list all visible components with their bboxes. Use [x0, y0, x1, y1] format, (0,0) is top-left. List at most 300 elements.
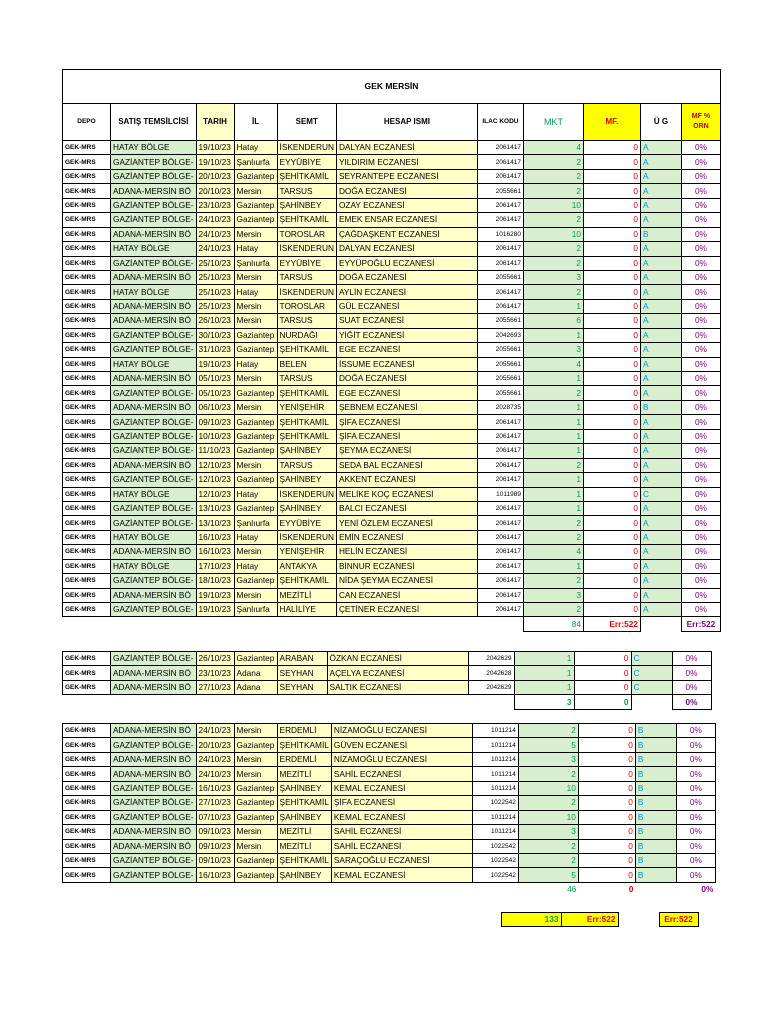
cell-mf: 0 [583, 227, 640, 241]
cell-mf: 0 [578, 724, 635, 738]
cell-depo: GEK-MRS [63, 242, 111, 256]
cell-ug: A [640, 314, 681, 328]
cell-sales-rep: GAZİANTEP BÖLGE- [111, 853, 197, 867]
cell-mf: 0 [574, 666, 631, 680]
table-row [63, 839, 716, 853]
cell-ilac-kodu: 2055661 [477, 184, 523, 198]
cell-il: Hatay [234, 487, 277, 501]
cell-sales-rep: ADANA-MERSİN BÖ [111, 184, 197, 198]
cell-hesap: AYLİN ECZANESİ [336, 285, 477, 299]
cell-mf: 0 [583, 415, 640, 429]
table-row [63, 270, 721, 284]
cell-hesap: CAN ECZANESİ [336, 588, 477, 602]
cell-mkt: 6 [523, 314, 583, 328]
col-header-mf: MF. [583, 104, 640, 141]
sheet-title: GEK MERSİN [63, 70, 721, 104]
cell-date: 23/10/23 [196, 198, 234, 212]
cell-mf-orn: 0% [676, 825, 715, 839]
cell-il: Mersin [234, 752, 277, 766]
cell-depo: GEK-MRS [63, 285, 111, 299]
cell-ug: A [640, 328, 681, 342]
col-header-depo: DEPO [63, 104, 111, 141]
cell-ug: B [635, 853, 676, 867]
cell-mf: 0 [583, 530, 640, 544]
cell-mkt: 1 [523, 473, 583, 487]
cell-ilac-kodu: 2061417 [477, 444, 523, 458]
cell-mkt: 2 [523, 155, 583, 169]
cell-ug: B [635, 796, 676, 810]
cell-date: 25/10/23 [196, 285, 234, 299]
cell-ilac-kodu: 1011214 [472, 825, 518, 839]
cell-il: Adana [234, 666, 277, 680]
cell-il: Mersin [234, 227, 277, 241]
cell-ug: A [640, 574, 681, 588]
cell-sales-rep: ADANA-MERSİN BÖ [111, 839, 197, 853]
cell-date: 12/10/23 [196, 473, 234, 487]
cell-il: Gaziantep [234, 810, 277, 824]
section2-total-mf: 0 [574, 695, 631, 709]
cell-date: 31/10/23 [196, 343, 234, 357]
grand-total-mf: Err:522 [561, 913, 618, 927]
cell-date: 27/10/23 [196, 796, 234, 810]
cell-date: 24/10/23 [196, 767, 234, 781]
cell-sales-rep: ADANA-MERSİN BÖ [111, 588, 197, 602]
cell-date: 16/10/23 [196, 545, 234, 559]
cell-sales-rep: GAZİANTEP BÖLGE- [111, 169, 197, 183]
cell-date: 11/10/23 [196, 444, 234, 458]
cell-ug: A [640, 198, 681, 212]
cell-semt: ŞEHİTKAMİL [277, 343, 336, 357]
cell-date: 25/10/23 [196, 270, 234, 284]
cell-mf-orn: 0% [672, 652, 711, 666]
cell-date: 24/10/23 [196, 213, 234, 227]
cell-ilac-kodu: 1011214 [472, 810, 518, 824]
cell-date: 25/10/23 [196, 256, 234, 270]
cell-mf-orn: 0% [681, 574, 720, 588]
cell-mkt: 2 [523, 242, 583, 256]
table-row [63, 372, 721, 386]
cell-sales-rep: GAZİANTEP BÖLGE- [111, 198, 197, 212]
cell-date: 13/10/23 [196, 501, 234, 515]
cell-mf: 0 [583, 386, 640, 400]
cell-depo: GEK-MRS [63, 270, 111, 284]
cell-hesap: EMEK ENSAR ECZANESİ [336, 213, 477, 227]
cell-mkt: 3 [518, 752, 578, 766]
cell-mkt: 1 [523, 400, 583, 414]
cell-date: 09/10/23 [196, 415, 234, 429]
cell-ug: A [640, 429, 681, 443]
cell-date: 05/10/23 [196, 386, 234, 400]
table-row [63, 752, 716, 766]
cell-ilac-kodu: 2061417 [477, 299, 523, 313]
table-row [63, 853, 716, 867]
cell-ug: C [631, 652, 672, 666]
cell-ug: A [640, 559, 681, 573]
cell-hesap: EYYÜPOĞLU ECZANESİ [336, 256, 477, 270]
cell-sales-rep: GAZİANTEP BÖLGE- [111, 429, 197, 443]
cell-il: Gaziantep [234, 213, 277, 227]
table-row [63, 652, 712, 666]
cell-mf: 0 [583, 400, 640, 414]
cell-mf-orn: 0% [681, 516, 720, 530]
cell-ilac-kodu: 2055661 [477, 270, 523, 284]
cell-date: 19/10/23 [196, 588, 234, 602]
table-row [63, 666, 712, 680]
cell-ilac-kodu: 2042628 [468, 666, 514, 680]
cell-mkt: 1 [523, 559, 583, 573]
cell-mf: 0 [578, 767, 635, 781]
cell-mf: 0 [578, 796, 635, 810]
cell-sales-rep: ADANA-MERSİN BÖ [111, 767, 197, 781]
table-row [63, 400, 721, 414]
cell-hesap: ÖZKAN ECZANESİ [327, 652, 468, 666]
cell-hesap: BİNNUR ECZANESİ [336, 559, 477, 573]
cell-date: 09/10/23 [196, 853, 234, 867]
cell-mf: 0 [583, 141, 640, 155]
cell-depo: GEK-MRS [63, 314, 111, 328]
cell-ug: A [640, 530, 681, 544]
cell-sales-rep: GAZİANTEP BÖLGE- [111, 738, 197, 752]
cell-mkt: 2 [523, 285, 583, 299]
cell-sales-rep: ADANA-MERSİN BÖ [111, 270, 197, 284]
cell-depo: GEK-MRS [63, 328, 111, 342]
table-row [63, 473, 721, 487]
cell-semt: ŞAHİNBEY [277, 810, 331, 824]
cell-date: 05/10/23 [196, 372, 234, 386]
cell-ug: B [635, 839, 676, 853]
table-row [63, 357, 721, 371]
cell-sales-rep: GAZİANTEP BÖLGE- [111, 781, 197, 795]
cell-il: Mersin [234, 839, 277, 853]
cell-sales-rep: GAZİANTEP BÖLGE- [111, 256, 197, 270]
cell-il: Gaziantep [234, 738, 277, 752]
cell-mkt: 2 [523, 386, 583, 400]
cell-date: 26/10/23 [196, 652, 234, 666]
cell-semt: HALİLİYE [277, 603, 336, 617]
cell-semt: İSKENDERUN [277, 141, 336, 155]
cell-il: Gaziantep [234, 473, 277, 487]
cell-date: 07/10/23 [196, 810, 234, 824]
cell-semt: EYYÜBİYE [277, 256, 336, 270]
cell-depo: GEK-MRS [63, 400, 111, 414]
cell-mf-orn: 0% [676, 752, 715, 766]
cell-sales-rep: GAZİANTEP BÖLGE- [111, 810, 197, 824]
cell-hesap: GÜVEN ECZANESİ [331, 738, 472, 752]
cell-mf-orn: 0% [681, 386, 720, 400]
cell-ug: B [635, 724, 676, 738]
cell-depo: GEK-MRS [63, 603, 111, 617]
cell-sales-rep: GAZİANTEP BÖLGE- [111, 328, 197, 342]
cell-mf: 0 [583, 588, 640, 602]
cell-mf-orn: 0% [681, 400, 720, 414]
cell-date: 16/10/23 [196, 868, 234, 882]
cell-mkt: 1 [523, 501, 583, 515]
cell-mf-orn: 0% [681, 415, 720, 429]
cell-mf: 0 [583, 574, 640, 588]
cell-mf: 0 [574, 652, 631, 666]
table-row [63, 314, 721, 328]
cell-hesap: GÜL ECZANESİ [336, 299, 477, 313]
table-row [63, 415, 721, 429]
section3-total-mf: 0 [628, 884, 634, 895]
cell-mkt: 2 [523, 574, 583, 588]
cell-hesap: SARAÇOĞLU ECZANESİ [331, 853, 472, 867]
cell-mf: 0 [583, 343, 640, 357]
cell-semt: TOROSLAR [277, 227, 336, 241]
cell-ug: A [640, 357, 681, 371]
cell-semt: YENİŞEHİR [277, 545, 336, 559]
cell-date: 23/10/23 [196, 666, 234, 680]
cell-depo: GEK-MRS [63, 738, 111, 752]
section3-total-orn: 0% [701, 884, 714, 895]
cell-hesap: DOĞA ECZANESİ [336, 270, 477, 284]
cell-date: 27/10/23 [196, 680, 234, 694]
cell-sales-rep: ADANA-MERSİN BÖ [111, 545, 197, 559]
cell-hesap: SAHİL ECZANESİ [331, 767, 472, 781]
cell-semt: TARSUS [277, 372, 336, 386]
cell-mf: 0 [583, 184, 640, 198]
cell-mf: 0 [583, 559, 640, 573]
table-row [63, 680, 712, 694]
cell-ilac-kodu: 2061417 [477, 242, 523, 256]
cell-date: 24/10/23 [196, 227, 234, 241]
cell-sales-rep: HATAY BÖLGE [111, 559, 197, 573]
cell-il: Hatay [234, 242, 277, 256]
cell-mf-orn: 0% [681, 501, 720, 515]
cell-ilac-kodu: 2055661 [477, 343, 523, 357]
cell-mf-orn: 0% [676, 781, 715, 795]
cell-date: 12/10/23 [196, 487, 234, 501]
cell-ilac-kodu: 2028735 [477, 400, 523, 414]
table-row [63, 868, 716, 882]
table-row [63, 227, 721, 241]
cell-hesap: EGE ECZANESİ [336, 343, 477, 357]
cell-hesap: SEYRANTEPE ECZANESİ [336, 169, 477, 183]
cell-depo: GEK-MRS [63, 825, 111, 839]
cell-mf: 0 [583, 213, 640, 227]
cell-date: 09/10/23 [196, 839, 234, 853]
cell-mf-orn: 0% [681, 227, 720, 241]
cell-ilac-kodu: 1011214 [472, 767, 518, 781]
cell-sales-rep: ADANA-MERSİN BÖ [111, 724, 197, 738]
cell-mf-orn: 0% [676, 796, 715, 810]
cell-il: Gaziantep [234, 169, 277, 183]
cell-il: Mersin [234, 270, 277, 284]
cell-il: Şanlıurfa [234, 155, 277, 169]
cell-semt: ŞEHİTKAMİL [277, 415, 336, 429]
cell-il: Mersin [234, 767, 277, 781]
cell-depo: GEK-MRS [63, 752, 111, 766]
cell-sales-rep: ADANA-MERSİN BÖ [111, 458, 197, 472]
cell-ug: C [640, 487, 681, 501]
cell-date: 19/10/23 [196, 357, 234, 371]
cell-mf-orn: 0% [681, 429, 720, 443]
cell-sales-rep: HATAY BÖLGE [111, 141, 197, 155]
cell-semt: ERDEMLİ [277, 724, 331, 738]
table-row [63, 184, 721, 198]
table-row [63, 285, 721, 299]
table-row [63, 781, 716, 795]
table-row [63, 256, 721, 270]
cell-mf-orn: 0% [681, 169, 720, 183]
cell-ilac-kodu: 2061417 [477, 574, 523, 588]
table-row [63, 213, 721, 227]
cell-depo: GEK-MRS [63, 415, 111, 429]
cell-mkt: 10 [523, 198, 583, 212]
cell-mkt: 2 [523, 458, 583, 472]
cell-mf: 0 [583, 429, 640, 443]
cell-ug: B [635, 781, 676, 795]
cell-il: Gaziantep [234, 444, 277, 458]
cell-date: 24/10/23 [196, 752, 234, 766]
cell-semt: ŞEHİTKAMİL [277, 574, 336, 588]
cell-il: Mersin [234, 458, 277, 472]
section2-total-mkt: 3 [514, 695, 574, 709]
cell-sales-rep: GAZİANTEP BÖLGE- [111, 652, 197, 666]
table-row [63, 343, 721, 357]
cell-semt: EYYÜBİYE [277, 516, 336, 530]
cell-depo: GEK-MRS [63, 198, 111, 212]
cell-hesap: SAHİL ECZANESİ [331, 825, 472, 839]
cell-date: 24/10/23 [196, 724, 234, 738]
cell-hesap: ŞİFA ECZANESİ [336, 415, 477, 429]
cell-ilac-kodu: 2055661 [477, 314, 523, 328]
cell-sales-rep: ADANA-MERSİN BÖ [111, 825, 197, 839]
cell-il: Mersin [234, 724, 277, 738]
table-row [63, 738, 716, 752]
cell-ug: B [635, 767, 676, 781]
table-row [63, 169, 721, 183]
cell-ilac-kodu: 2061417 [477, 458, 523, 472]
cell-mkt: 2 [518, 839, 578, 853]
cell-sales-rep: HATAY BÖLGE [111, 530, 197, 544]
cell-ug: A [640, 386, 681, 400]
table-row [63, 386, 721, 400]
cell-mf: 0 [583, 155, 640, 169]
cell-mkt: 1 [523, 372, 583, 386]
sales-table-section-3 [62, 723, 716, 896]
cell-mf-orn: 0% [681, 256, 720, 270]
cell-depo: GEK-MRS [63, 501, 111, 515]
cell-mf: 0 [583, 603, 640, 617]
col-header-date: TARIH [196, 104, 234, 141]
cell-mf-orn: 0% [681, 545, 720, 559]
cell-mkt: 2 [518, 724, 578, 738]
cell-hesap: ŞEBNEM ECZANESİ [336, 400, 477, 414]
cell-ug: A [640, 588, 681, 602]
cell-ug: B [635, 738, 676, 752]
col-header-ug: Ü G [640, 104, 681, 141]
cell-mkt: 1 [523, 429, 583, 443]
cell-mf-orn: 0% [681, 314, 720, 328]
cell-date: 09/10/23 [196, 825, 234, 839]
cell-depo: GEK-MRS [63, 680, 111, 694]
table-row [63, 516, 721, 530]
cell-mf: 0 [583, 299, 640, 313]
cell-hesap: EGE ECZANESİ [336, 386, 477, 400]
cell-ug: A [640, 141, 681, 155]
cell-ilac-kodu: 2061417 [477, 588, 523, 602]
cell-il: Gaziantep [234, 574, 277, 588]
table-row [63, 574, 721, 588]
cell-ug: A [640, 242, 681, 256]
cell-ug: A [640, 501, 681, 515]
cell-mf-orn: 0% [676, 868, 715, 882]
cell-ilac-kodu: 1022542 [472, 853, 518, 867]
cell-mkt: 2 [518, 767, 578, 781]
cell-depo: GEK-MRS [63, 184, 111, 198]
cell-ug: A [640, 270, 681, 284]
cell-mf-orn: 0% [681, 487, 720, 501]
cell-depo: GEK-MRS [63, 473, 111, 487]
grand-total-table [62, 912, 699, 927]
cell-depo: GEK-MRS [63, 559, 111, 573]
cell-mf-orn: 0% [672, 680, 711, 694]
cell-semt: TARSUS [277, 184, 336, 198]
cell-depo: GEK-MRS [63, 256, 111, 270]
cell-sales-rep: ADANA-MERSİN BÖ [111, 752, 197, 766]
cell-mkt: 5 [518, 868, 578, 882]
cell-sales-rep: GAZİANTEP BÖLGE- [111, 155, 197, 169]
cell-date: 16/10/23 [196, 781, 234, 795]
cell-depo: GEK-MRS [63, 545, 111, 559]
cell-depo: GEK-MRS [63, 343, 111, 357]
cell-depo: GEK-MRS [63, 767, 111, 781]
cell-mf: 0 [583, 256, 640, 270]
cell-ilac-kodu: 1011214 [472, 738, 518, 752]
cell-semt: ŞEHİTKAMİL [277, 213, 336, 227]
cell-ug: B [635, 825, 676, 839]
cell-semt: İSKENDERUN [277, 530, 336, 544]
table-row [63, 429, 721, 443]
cell-depo: GEK-MRS [63, 227, 111, 241]
cell-date: 20/10/23 [196, 184, 234, 198]
cell-il: Gaziantep [234, 501, 277, 515]
cell-sales-rep: GAZİANTEP BÖLGE- [111, 415, 197, 429]
cell-mf: 0 [578, 839, 635, 853]
cell-mf: 0 [583, 516, 640, 530]
cell-mkt: 3 [523, 588, 583, 602]
cell-semt: ŞAHİNBEY [277, 501, 336, 515]
cell-depo: GEK-MRS [63, 839, 111, 853]
cell-hesap: ÇAĞDAŞKENT ECZANESİ [336, 227, 477, 241]
cell-mf: 0 [583, 198, 640, 212]
cell-ilac-kodu: 1011989 [477, 487, 523, 501]
cell-il: Hatay [234, 559, 277, 573]
cell-mkt: 10 [523, 227, 583, 241]
cell-hesap: NİZAMOĞLU ECZANESİ [331, 724, 472, 738]
cell-mkt: 3 [523, 343, 583, 357]
cell-date: 30/10/23 [196, 328, 234, 342]
cell-hesap: DALYAN ECZANESİ [336, 141, 477, 155]
cell-sales-rep: GAZİANTEP BÖLGE- [111, 473, 197, 487]
cell-mf-orn: 0% [681, 198, 720, 212]
cell-mkt: 1 [514, 680, 574, 694]
cell-depo: GEK-MRS [63, 868, 111, 882]
cell-date: 17/10/23 [196, 559, 234, 573]
cell-mf-orn: 0% [681, 458, 720, 472]
cell-ilac-kodu: 2055661 [477, 357, 523, 371]
cell-mf-orn: 0% [681, 213, 720, 227]
cell-hesap: EMİN ECZANESİ [336, 530, 477, 544]
table-row [63, 767, 716, 781]
section1-total-mkt: 84 [523, 617, 583, 631]
cell-mf: 0 [578, 738, 635, 752]
cell-mf-orn: 0% [681, 357, 720, 371]
cell-depo: GEK-MRS [63, 141, 111, 155]
cell-il: Mersin [234, 400, 277, 414]
table-row [63, 299, 721, 313]
